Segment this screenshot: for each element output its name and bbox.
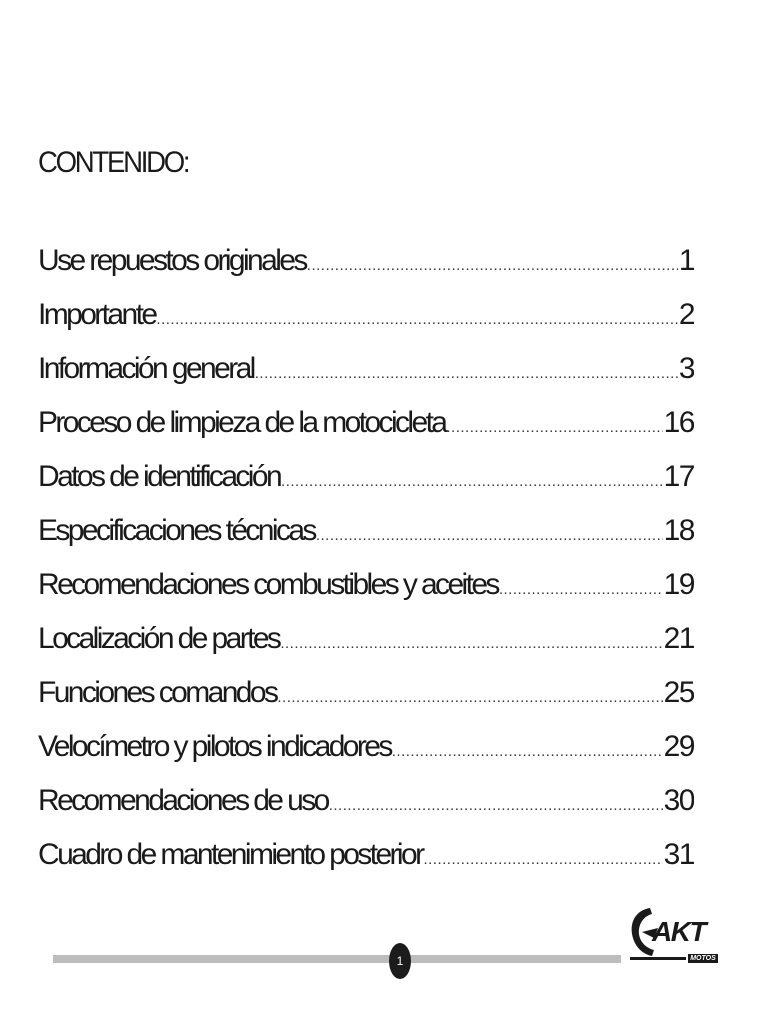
- toc-entry: [38, 460, 694, 514]
- toc-leader-dots: [307, 257, 678, 274]
- toc-leader-dots: [281, 473, 663, 490]
- toc-leader-dots: [277, 689, 662, 706]
- akt-motos-logo: [628, 902, 720, 966]
- toc-entry: [38, 352, 694, 406]
- toc-leader-dots: [446, 419, 662, 436]
- logo-wordmark: AKT: [652, 916, 706, 947]
- toc-entry-label: Recomendaciones de uso: [38, 784, 328, 817]
- toc-leader-dots: [329, 797, 663, 814]
- toc-entry: [38, 298, 694, 352]
- table-of-contents: [38, 244, 694, 892]
- toc-entry-page: 29: [663, 730, 694, 763]
- toc-entry: [38, 838, 694, 892]
- toc-entry-label: Localización de partes: [38, 622, 280, 655]
- toc-leader-dots: [499, 581, 663, 598]
- toc-entry-page: 21: [663, 622, 694, 655]
- toc-entry-label: Recomendaciones combustibles y aceites: [38, 568, 498, 601]
- toc-leader-dots: [423, 851, 662, 868]
- toc-entry-page: 3: [678, 352, 694, 385]
- toc-entry-page: 1: [678, 244, 694, 277]
- toc-entry: [38, 622, 694, 676]
- toc-entry: [38, 244, 694, 298]
- toc-leader-dots: [255, 365, 678, 382]
- toc-entry-page: 25: [663, 676, 694, 709]
- toc-entry: [38, 514, 694, 568]
- toc-entry-page: 2: [678, 298, 694, 331]
- toc-entry: [38, 406, 694, 460]
- logo-subtext: MOTOS: [688, 954, 718, 963]
- toc-entry-label: Información general: [38, 352, 254, 385]
- toc-leader-dots: [280, 635, 662, 652]
- toc-entry-label: Datos de identificación: [38, 460, 281, 493]
- toc-leader-dots: [316, 527, 663, 544]
- page-title: CONTENIDO:: [38, 146, 189, 179]
- toc-entry: [38, 676, 694, 730]
- toc-leader-dots: [156, 311, 677, 328]
- toc-entry-page: 30: [663, 784, 694, 817]
- toc-entry-label: Importante: [38, 298, 156, 331]
- toc-entry: [38, 730, 694, 784]
- page-number-badge: 1: [389, 943, 411, 979]
- toc-entry: [38, 568, 694, 622]
- toc-entry-label: Especificaciones técnicas: [38, 514, 315, 547]
- toc-entry-label: Velocímetro y pilotos indicadores: [38, 730, 391, 763]
- toc-leader-dots: [392, 743, 663, 760]
- toc-entry-page: 31: [663, 838, 694, 871]
- toc-entry-page: 16: [663, 406, 694, 439]
- toc-entry-page: 18: [663, 514, 694, 547]
- toc-entry-page: 19: [663, 568, 694, 601]
- toc-entry: [38, 784, 694, 838]
- toc-entry-label: Proceso de limpieza de la motocicleta: [38, 406, 446, 439]
- footer-divider-bar: [53, 955, 621, 963]
- toc-entry-label: Cuadro de mantenimiento posterior: [38, 838, 423, 871]
- toc-entry-page: 17: [663, 460, 694, 493]
- toc-entry-label: Use repuestos originales: [38, 244, 306, 277]
- toc-entry-label: Funciones comandos: [38, 676, 277, 709]
